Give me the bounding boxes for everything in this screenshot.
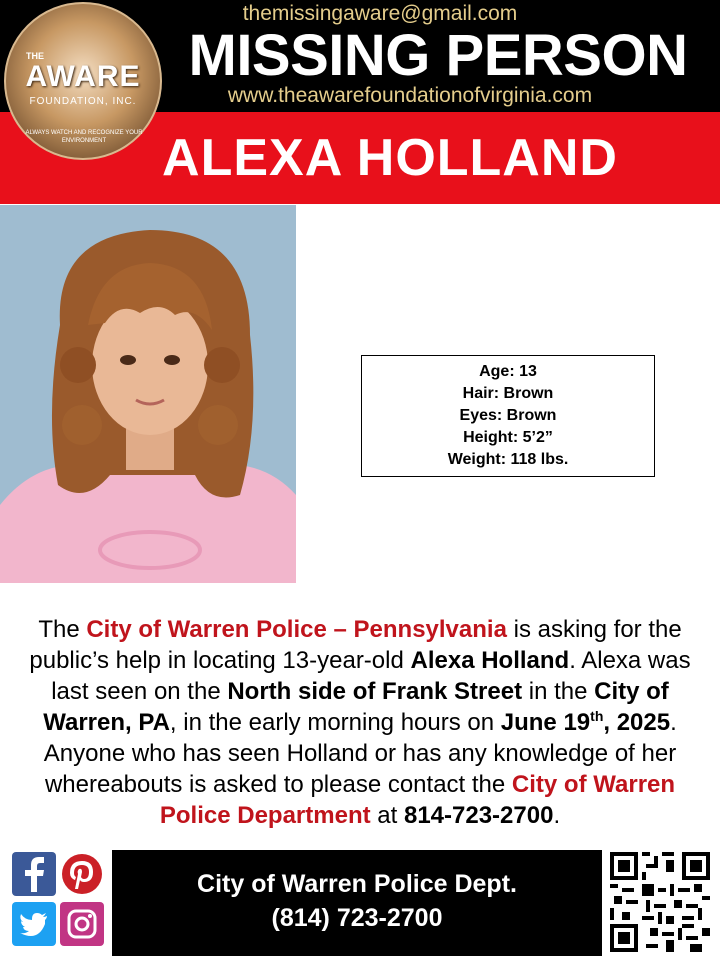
desc-date-year: , 2025 <box>603 709 671 736</box>
police-contact-box <box>112 850 602 956</box>
social-icons <box>12 852 106 948</box>
missing-person-name: ALEXA HOLLAND <box>162 129 618 187</box>
desc-text: is asking for the public’s help in locating 13-year-old <box>29 616 682 674</box>
desc-text: at <box>370 802 404 829</box>
contact-email: themissingaware@gmail.com <box>242 2 518 25</box>
missing-person-photo <box>0 205 296 583</box>
pinterest-icon[interactable] <box>60 852 104 896</box>
desc-text: . Alexa was last seen on the <box>51 647 691 705</box>
desc-date-suffix: th <box>590 708 604 724</box>
desc-text: in the <box>522 678 595 705</box>
desc-name: Alexa Holland <box>410 647 570 674</box>
age-field: Age: 13 <box>479 363 537 380</box>
facebook-icon[interactable] <box>12 852 56 896</box>
logo-tagline: ALWAYS WATCH AND RECOGNIZE YOUR ENVIRONMENT <box>25 130 143 144</box>
desc-date-month: June 19 <box>500 709 591 736</box>
twitter-icon[interactable] <box>12 902 56 946</box>
portrait-illustration <box>0 205 296 583</box>
height-field: Height: 5’2” <box>463 429 553 446</box>
weight-field: Weight: 118 lbs. <box>447 451 569 468</box>
desc-date <box>501 709 670 736</box>
website-url: www.theawarefoundationofvirginia.com <box>227 84 593 107</box>
desc-text: , in the early morning hours on <box>169 709 501 736</box>
instagram-icon[interactable] <box>60 902 104 946</box>
qr-code[interactable] <box>610 852 710 952</box>
logo-aware-text: AWARE <box>25 60 141 93</box>
police-phone: (814) 723-2700 <box>271 904 443 932</box>
page-title: MISSING PERSON <box>188 23 688 88</box>
desc-location: North side of Frank Street <box>227 678 523 705</box>
desc-department: City of Warren Police Department <box>159 771 676 829</box>
desc-agency: City of Warren Police – Pennsylvania <box>86 616 507 643</box>
case-description <box>8 614 712 831</box>
aware-foundation-logo <box>4 2 162 160</box>
logo-foundation-text: FOUNDATION, INC. <box>29 96 137 107</box>
desc-text: The <box>38 616 87 643</box>
hair-field: Hair: Brown <box>462 385 554 402</box>
desc-text: . Anyone who has seen Holland or has any knowledge of her whereabouts is asked to please contact the <box>43 709 677 798</box>
logo-the-text: THE <box>26 51 44 61</box>
desc-text: . <box>553 802 561 829</box>
desc-city: City of Warren, PA <box>43 678 669 736</box>
eyes-field: Eyes: Brown <box>459 407 557 424</box>
police-dept-name: City of Warren Police Dept. <box>197 870 517 898</box>
physical-description-box <box>361 355 655 477</box>
desc-phone: 814-723-2700 <box>403 802 554 829</box>
